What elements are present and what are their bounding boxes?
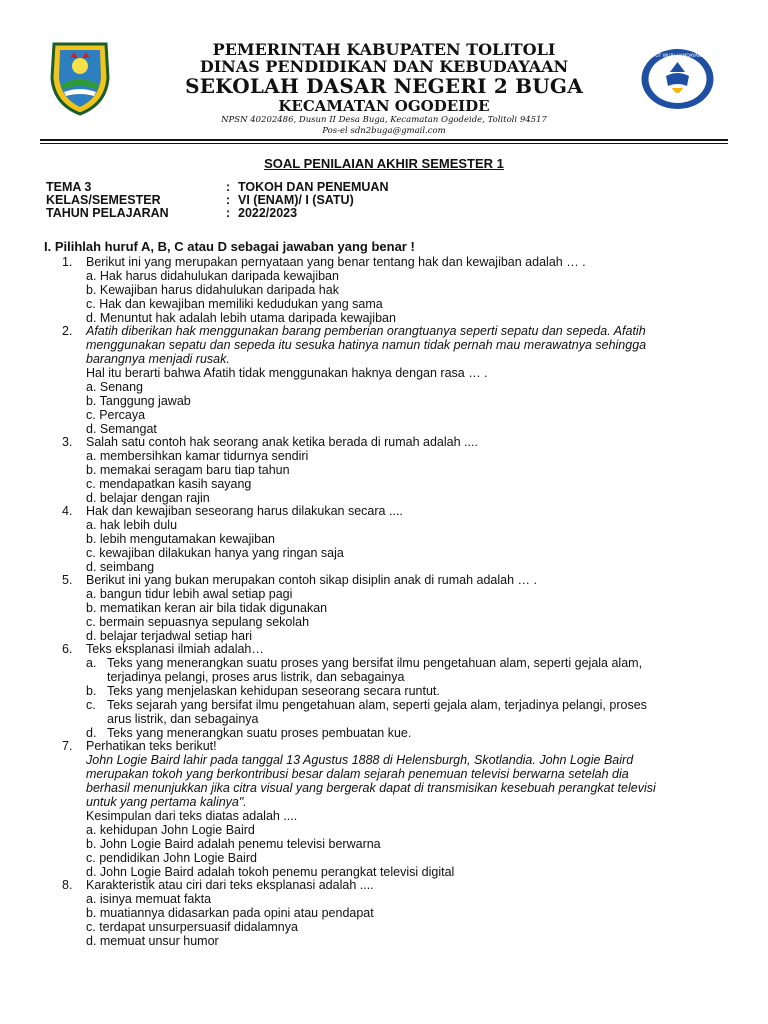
- meta-key: TEMA 3: [46, 180, 92, 194]
- answer-option: a. Hak harus didahulukan daripada kewajiban: [86, 269, 339, 283]
- answer-option: d. Menuntut hak adalah lebih utama daripada kewajiban: [86, 311, 396, 325]
- answer-option-letter: d.: [86, 726, 97, 740]
- question-passage: John Logie Baird lahir pada tanggal 13 Agustus 1888 di Helensburgh, Skotlandia. John Logie Baird: [86, 753, 634, 767]
- question-number: 4.: [62, 504, 73, 518]
- meta-sep: :: [226, 206, 231, 220]
- question-number: 8.: [62, 878, 73, 892]
- answer-option: d. Semangat: [86, 422, 157, 436]
- answer-option: c. Hak dan kewajiban memiliki kedudukan yang sama: [86, 297, 383, 311]
- answer-option: a. bangun tidur lebih awal setiap pagi: [86, 587, 293, 601]
- answer-option: a. isinya memuat fakta: [86, 892, 212, 906]
- letterhead-rule-thin: [40, 143, 728, 144]
- question-stem: Berikut ini yang bukan merupakan contoh sikap disiplin anak di rumah adalah … .: [86, 573, 537, 587]
- school-address: NPSN 40202486, Dusun II Desa Buga, Kecamatan Ogodeide, Tolitoli 94517: [221, 115, 547, 125]
- answer-option-text: Teks yang menerangkan suatu proses pembuatan kue.: [107, 726, 412, 740]
- meta-row-year: [46, 206, 297, 220]
- question-stem: Teks eksplanasi ilmiah adalah…: [86, 642, 264, 656]
- answer-option: c. pendidikan John Logie Baird: [86, 851, 257, 865]
- answer-option: a. membersihkan kamar tidurnya sendiri: [86, 449, 309, 463]
- answer-option: d. seimbang: [86, 560, 155, 574]
- question-passage: merupakan tokoh yang berkontribusi besar dalam sejarah penemuan televisi berwarna setelah dia: [86, 767, 629, 781]
- question-passage: berhasil menunjukkan jika citra visual yang bergerak dapat di transmisikan kesebuah perangkat televisi: [86, 781, 656, 795]
- answer-option-text: terjadinya pelangi, proses arus listrik, dan sebagainya: [107, 670, 405, 684]
- header-line-1: PEMERINTAH KABUPATEN TOLITOLI: [212, 40, 556, 59]
- answer-option: d. belajar terjadwal setiap hari: [86, 629, 253, 643]
- answer-option-letter: b.: [86, 684, 97, 698]
- letterhead-rule-thick: [40, 139, 728, 141]
- school-name: SEKOLAH DASAR NEGERI 2 BUGA: [185, 74, 583, 98]
- meta-value: VI (ENAM)/ I (SATU): [238, 193, 354, 207]
- answer-option: b. memakai seragam baru tiap tahun: [86, 463, 290, 477]
- school-email: Pos-el sdn2buga@gmail.com: [322, 126, 446, 136]
- answer-option: c. kewajiban dilakukan hanya yang ringan saja: [86, 546, 344, 560]
- question-passage: barangnya menjadi rusak.: [86, 352, 230, 366]
- meta-key: TAHUN PELAJARAN: [46, 206, 169, 220]
- question-stem: Salah satu contoh hak seorang anak ketika berada di rumah adalah ....: [86, 435, 478, 449]
- answer-option-text: Teks yang menerangkan suatu proses yang bersifat ilmu pengetahuan alam, seperti gejala alam,: [107, 656, 643, 670]
- question-number: 5.: [62, 573, 73, 587]
- exam-title-text: SOAL PENILAIAN AKHIR SEMESTER 1: [264, 156, 504, 171]
- meta-row-class: [46, 193, 354, 207]
- answer-option: b. muatiannya didasarkan pada opini atau pendapat: [86, 906, 374, 920]
- question-passage: Afatih diberikan hak menggunakan barang pemberian orangtuanya seperti sepatu dan sepeda. Afatih: [86, 324, 646, 338]
- meta-row-theme: [46, 180, 388, 194]
- question-number: 1.: [62, 255, 73, 269]
- answer-option-text: Teks yang menjelaskan kehidupan seseorang secara runtut.: [107, 684, 440, 698]
- answer-option: b. John Logie Baird adalah penemu televisi berwarna: [86, 837, 381, 851]
- answer-option-letter: c.: [86, 698, 96, 712]
- answer-option: b. Kewajiban harus didahulukan daripada hak: [86, 283, 339, 297]
- question-stem: Kesimpulan dari teks diatas adalah ....: [86, 809, 298, 823]
- question-stem: Karakteristik atau ciri dari teks eksplanasi adalah ....: [86, 878, 374, 892]
- question-stem: Berikut ini yang merupakan pernyataan yang benar tentang hak dan kewajiban adalah … .: [86, 255, 586, 269]
- answer-option: c. terdapat unsurpersuasif didalamnya: [86, 920, 298, 934]
- question-passage: menggunakan sepatu dan sepeda itu sesuka hatinya namun tidak pernah mau merawatnya sehingga: [86, 338, 647, 352]
- question-number: 6.: [62, 642, 73, 656]
- answer-option-letter: a.: [86, 656, 97, 670]
- question-number: 3.: [62, 435, 73, 449]
- meta-sep: :: [226, 180, 231, 194]
- answer-option-text: Teks sejarah yang bersifat ilmu pengetahuan alam, seperti gejala alam, terjadinya pelangi, proses: [107, 698, 647, 712]
- answer-option: b. mematikan keran air bila tidak digunakan: [86, 601, 328, 615]
- answer-option: c. bermain sepuasnya sepulang sekolah: [86, 615, 310, 629]
- answer-option: b. Tanggung jawab: [86, 394, 191, 408]
- meta-value: TOKOH DAN PENEMUAN: [238, 180, 389, 194]
- question-number: 7.: [62, 739, 73, 753]
- answer-option-text: arus listrik, dan sebagainya: [107, 712, 259, 726]
- answer-option: d. belajar dengan rajin: [86, 491, 210, 505]
- answer-option: d. John Logie Baird adalah tokoh penemu perangkat televisi digital: [86, 865, 455, 879]
- question-stem: Hal itu berarti bahwa Afatih tidak menggunakan haknya dengan rasa … .: [86, 366, 488, 380]
- answer-option: c. mendapatkan kasih sayang: [86, 477, 252, 491]
- answer-option: a. kehidupan John Logie Baird: [86, 823, 255, 837]
- question-stem: Perhatikan teks berikut!: [86, 739, 217, 753]
- exam-title: [0, 156, 768, 171]
- question-number: 2.: [62, 324, 73, 338]
- logo-right-text: TUT WURI HANDAYANI: [652, 54, 703, 59]
- answer-option: b. lebih mengutamakan kewajiban: [86, 532, 276, 546]
- question-passage: untuk yang pertama kalinya".: [86, 795, 247, 809]
- answer-option: a. Senang: [86, 380, 143, 394]
- header-line-2: DINAS PENDIDIKAN DAN KEBUDAYAAN: [199, 57, 569, 76]
- meta-value: 2022/2023: [238, 206, 298, 220]
- meta-sep: :: [226, 193, 231, 207]
- answer-option: d. memuat unsur humor: [86, 934, 219, 948]
- district-name: KECAMATAN OGODEIDE: [278, 97, 490, 115]
- answer-option: c. Percaya: [86, 408, 146, 422]
- answer-option: a. hak lebih dulu: [86, 518, 178, 532]
- meta-key: KELAS/SEMESTER: [46, 193, 161, 207]
- question-stem: Hak dan kewajiban seseorang harus dilakukan secara ....: [86, 504, 403, 518]
- instruction: I. Pilihlah huruf A, B, C atau D sebagai jawaban yang benar !: [44, 239, 415, 254]
